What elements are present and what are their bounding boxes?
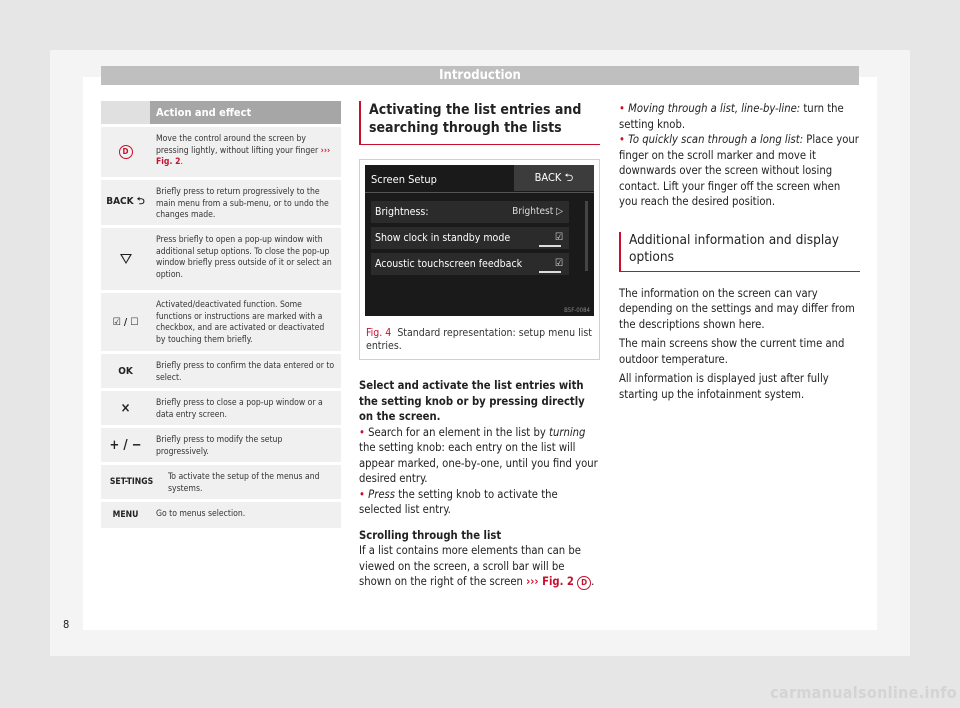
marker-d-icon: D	[577, 576, 591, 590]
table-row: D Move the control around the screen by pressing lightly, without lifting your finger ››› Fig. 2.	[101, 124, 341, 177]
right-column	[619, 101, 860, 402]
bullet-turn: • Search for an element in the list by turning the setting knob: each entry on the list will appear marked, one-by-one, until you find your desired entry.	[359, 425, 598, 485]
table-row: + / − Briefly press to modify the setup progressively.	[101, 425, 341, 462]
back-icon: BACK ⮌	[106, 196, 145, 207]
image-code: B5F-0084	[564, 307, 590, 314]
intro-paragraph: Select and activate the list entries with the setting knob or by pressing directly on the screen.	[359, 379, 585, 423]
triangle-down-icon	[120, 254, 132, 264]
plus-minus-icon: + / −	[109, 437, 142, 453]
screen-row-feedback: Acoustic touchscreen feedback ☑	[371, 253, 569, 275]
checkbox-icon: ☑ / ☐	[112, 316, 139, 328]
ok-icon: OK	[118, 365, 133, 377]
table-row: × Briefly press to close a pop-up window or a data entry screen.	[101, 388, 341, 425]
scroll-heading: Scrolling through the list	[359, 528, 502, 542]
bullet-scan: • To quickly scan through a long list: Place your finger on the scroll marker and move it downwards over the screen without losing contact. Lift your finger off the screen when you reach the desired position.	[619, 133, 859, 208]
watermark: carmanualsonline.info	[770, 683, 957, 702]
table-row: BACK ⮌ Briefly press to return progressively to the main menu from a sub-menu, or to undo the changes made.	[101, 177, 341, 225]
screen-scrollbar	[585, 201, 588, 271]
checkbox-checked-icon: ☑	[554, 258, 563, 269]
bullet-line-by-line: • Moving through a list, line-by-line: turn the setting knob.	[619, 102, 844, 131]
table-header	[101, 101, 341, 124]
settings-label: SET-TINGS	[109, 477, 154, 487]
figure-caption: Fig. 4 Standard representation: setup menu list entries.	[366, 327, 592, 352]
table-header-action: Action and effect	[150, 101, 341, 124]
screen-row-brightness: Brightness: Brightest ▷	[371, 201, 569, 223]
symbol-table	[101, 101, 341, 528]
table-row: ☑ / ☐ Activated/deactivated function. Some functions or instructions are marked with a checkbox, and are activated or deactivated by touching them briefly.	[101, 290, 341, 351]
close-icon: ×	[120, 400, 131, 416]
section-header: Introduction	[101, 66, 859, 85]
figure-link[interactable]: ››› Fig. 2	[526, 575, 574, 588]
screen-image	[365, 165, 594, 316]
subsection-heading: Additional information and display options	[619, 232, 860, 272]
bullet-press: • Press the setting knob to activate the selected list entry.	[359, 487, 558, 516]
info-paragraph-2: The main screens show the current time and outdoor temperature.	[619, 337, 845, 366]
figure-4	[359, 159, 600, 360]
screen-title: Screen Setup	[371, 173, 437, 186]
screen-row-clock: Show clock in standby mode ☑	[371, 227, 569, 249]
table-row: MENU Go to menus selection.	[101, 499, 341, 528]
section-heading: Activating the list entries and searching through the lists	[359, 101, 600, 145]
table-row: Press briefly to open a pop-up window with additional setup options. To close the pop-up window briefly press outside of it or select an option.	[101, 225, 341, 290]
info-paragraph-1: The information on the screen can vary depending on the settings and may differ from the descriptions shown here.	[619, 286, 855, 331]
table-row: OK Briefly press to confirm the data entered or to select.	[101, 351, 341, 388]
screen-back-button: BACK ⮌	[514, 165, 594, 191]
middle-column	[359, 101, 600, 590]
page-number: 8	[63, 618, 70, 631]
marker-d-icon: D	[119, 145, 133, 159]
info-paragraph-3: All information is displayed just after fully starting up the infotainment system.	[619, 372, 829, 401]
table-row: SET-TINGS To activate the setup of the menus and systems.	[101, 462, 341, 499]
menu-label: MENU	[112, 510, 139, 520]
scroll-paragraph: If a list contains more elements than can be viewed on the screen, a scroll bar will be shown on the right of the screen ››› Fig. 2 D .	[359, 544, 595, 588]
checkbox-checked-icon: ☑	[554, 232, 563, 243]
figure-link[interactable]: ››› Fig. 2	[156, 145, 331, 167]
